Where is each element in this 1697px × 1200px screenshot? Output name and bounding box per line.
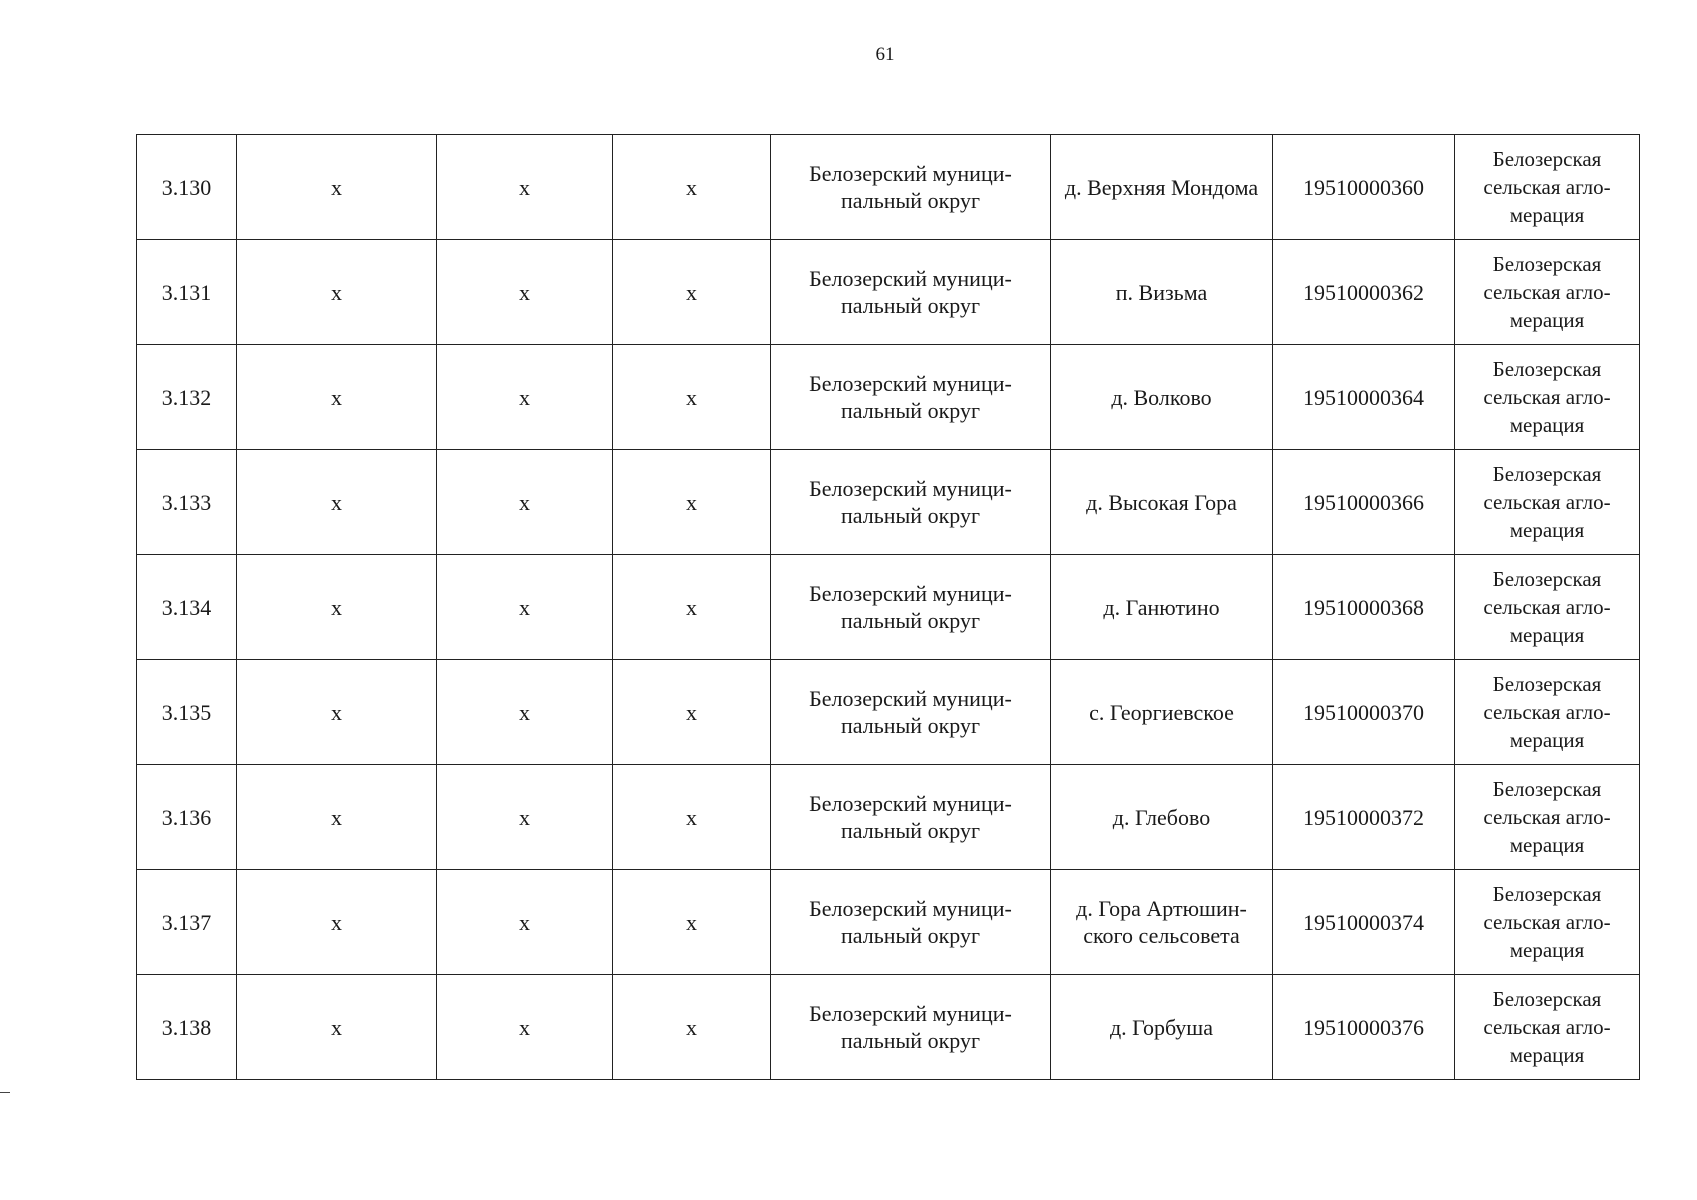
- table-row: [137, 345, 1640, 450]
- cell-x: х: [613, 135, 771, 240]
- cell-x: х: [437, 555, 613, 660]
- margin-mark: [0, 1092, 10, 1093]
- row-number: 3.130: [137, 135, 237, 240]
- cell-x: х: [613, 240, 771, 345]
- oktmo-code-cell: 19510000368: [1273, 555, 1455, 660]
- cell-x: х: [237, 240, 437, 345]
- row-number: 3.138: [137, 975, 237, 1080]
- table-row: [137, 870, 1640, 975]
- settlement-cell: с. Георгиевское: [1051, 660, 1273, 765]
- table-row: [137, 975, 1640, 1080]
- cell-x: х: [237, 975, 437, 1080]
- cell-x: х: [437, 870, 613, 975]
- cell-x: х: [613, 450, 771, 555]
- district-cell: Белозерский муници-пальный округ: [771, 555, 1051, 660]
- table-row: [137, 135, 1640, 240]
- settlement-cell: п. Визьма: [1051, 240, 1273, 345]
- agglomeration-cell: Белозерская сельская агло-мерация: [1455, 765, 1640, 870]
- table-row: [137, 765, 1640, 870]
- oktmo-code-cell: 19510000372: [1273, 765, 1455, 870]
- oktmo-code-cell: 19510000366: [1273, 450, 1455, 555]
- cell-x: х: [437, 345, 613, 450]
- settlement-cell: д. Волково: [1051, 345, 1273, 450]
- cell-x: х: [613, 660, 771, 765]
- district-cell: Белозерский муници-пальный округ: [771, 135, 1051, 240]
- cell-x: х: [613, 555, 771, 660]
- district-cell: Белозерский муници-пальный округ: [771, 240, 1051, 345]
- oktmo-code-cell: 19510000360: [1273, 135, 1455, 240]
- cell-x: х: [237, 765, 437, 870]
- settlement-cell: д. Ганютино: [1051, 555, 1273, 660]
- cell-x: х: [613, 345, 771, 450]
- district-cell: Белозерский муници-пальный округ: [771, 975, 1051, 1080]
- district-cell: Белозерский муници-пальный округ: [771, 660, 1051, 765]
- oktmo-code-cell: 19510000370: [1273, 660, 1455, 765]
- cell-x: х: [237, 135, 437, 240]
- agglomeration-cell: Белозерская сельская агло-мерация: [1455, 555, 1640, 660]
- table-row: [137, 555, 1640, 660]
- agglomeration-cell: Белозерская сельская агло-мерация: [1455, 660, 1640, 765]
- cell-x: х: [613, 870, 771, 975]
- agglomeration-cell: Белозерская сельская агло-мерация: [1455, 975, 1640, 1080]
- cell-x: х: [237, 345, 437, 450]
- data-table: [136, 134, 1640, 1080]
- cell-x: х: [437, 135, 613, 240]
- row-number: 3.136: [137, 765, 237, 870]
- row-number: 3.135: [137, 660, 237, 765]
- row-number: 3.132: [137, 345, 237, 450]
- cell-x: х: [613, 765, 771, 870]
- page-number: 61: [875, 44, 895, 65]
- agglomeration-cell: Белозерская сельская агло-мерация: [1455, 450, 1640, 555]
- oktmo-code-cell: 19510000376: [1273, 975, 1455, 1080]
- settlement-cell: д. Горбуша: [1051, 975, 1273, 1080]
- settlement-cell: д. Глебово: [1051, 765, 1273, 870]
- cell-x: х: [437, 240, 613, 345]
- settlement-cell: д. Высокая Гора: [1051, 450, 1273, 555]
- oktmo-code-cell: 19510000364: [1273, 345, 1455, 450]
- row-number: 3.133: [137, 450, 237, 555]
- row-number: 3.131: [137, 240, 237, 345]
- settlement-cell: д. Верхняя Мондома: [1051, 135, 1273, 240]
- agglomeration-cell: Белозерская сельская агло-мерация: [1455, 870, 1640, 975]
- district-cell: Белозерский муници-пальный округ: [771, 345, 1051, 450]
- district-cell: Белозерский муници-пальный округ: [771, 450, 1051, 555]
- table-row: [137, 450, 1640, 555]
- cell-x: х: [237, 555, 437, 660]
- cell-x: х: [437, 975, 613, 1080]
- oktmo-code-cell: 19510000362: [1273, 240, 1455, 345]
- row-number: 3.134: [137, 555, 237, 660]
- agglomeration-cell: Белозерская сельская агло-мерация: [1455, 240, 1640, 345]
- agglomeration-cell: Белозерская сельская агло-мерация: [1455, 135, 1640, 240]
- cell-x: х: [237, 870, 437, 975]
- oktmo-code-cell: 19510000374: [1273, 870, 1455, 975]
- cell-x: х: [437, 450, 613, 555]
- table-row: [137, 660, 1640, 765]
- cell-x: х: [437, 660, 613, 765]
- agglomeration-cell: Белозерская сельская агло-мерация: [1455, 345, 1640, 450]
- table-row: [137, 240, 1640, 345]
- district-cell: Белозерский муници-пальный округ: [771, 765, 1051, 870]
- cell-x: х: [437, 765, 613, 870]
- cell-x: х: [237, 660, 437, 765]
- settlement-cell: д. Гора Артюшин-ского сельсовета: [1051, 870, 1273, 975]
- cell-x: х: [613, 975, 771, 1080]
- district-cell: Белозерский муници-пальный округ: [771, 870, 1051, 975]
- cell-x: х: [237, 450, 437, 555]
- row-number: 3.137: [137, 870, 237, 975]
